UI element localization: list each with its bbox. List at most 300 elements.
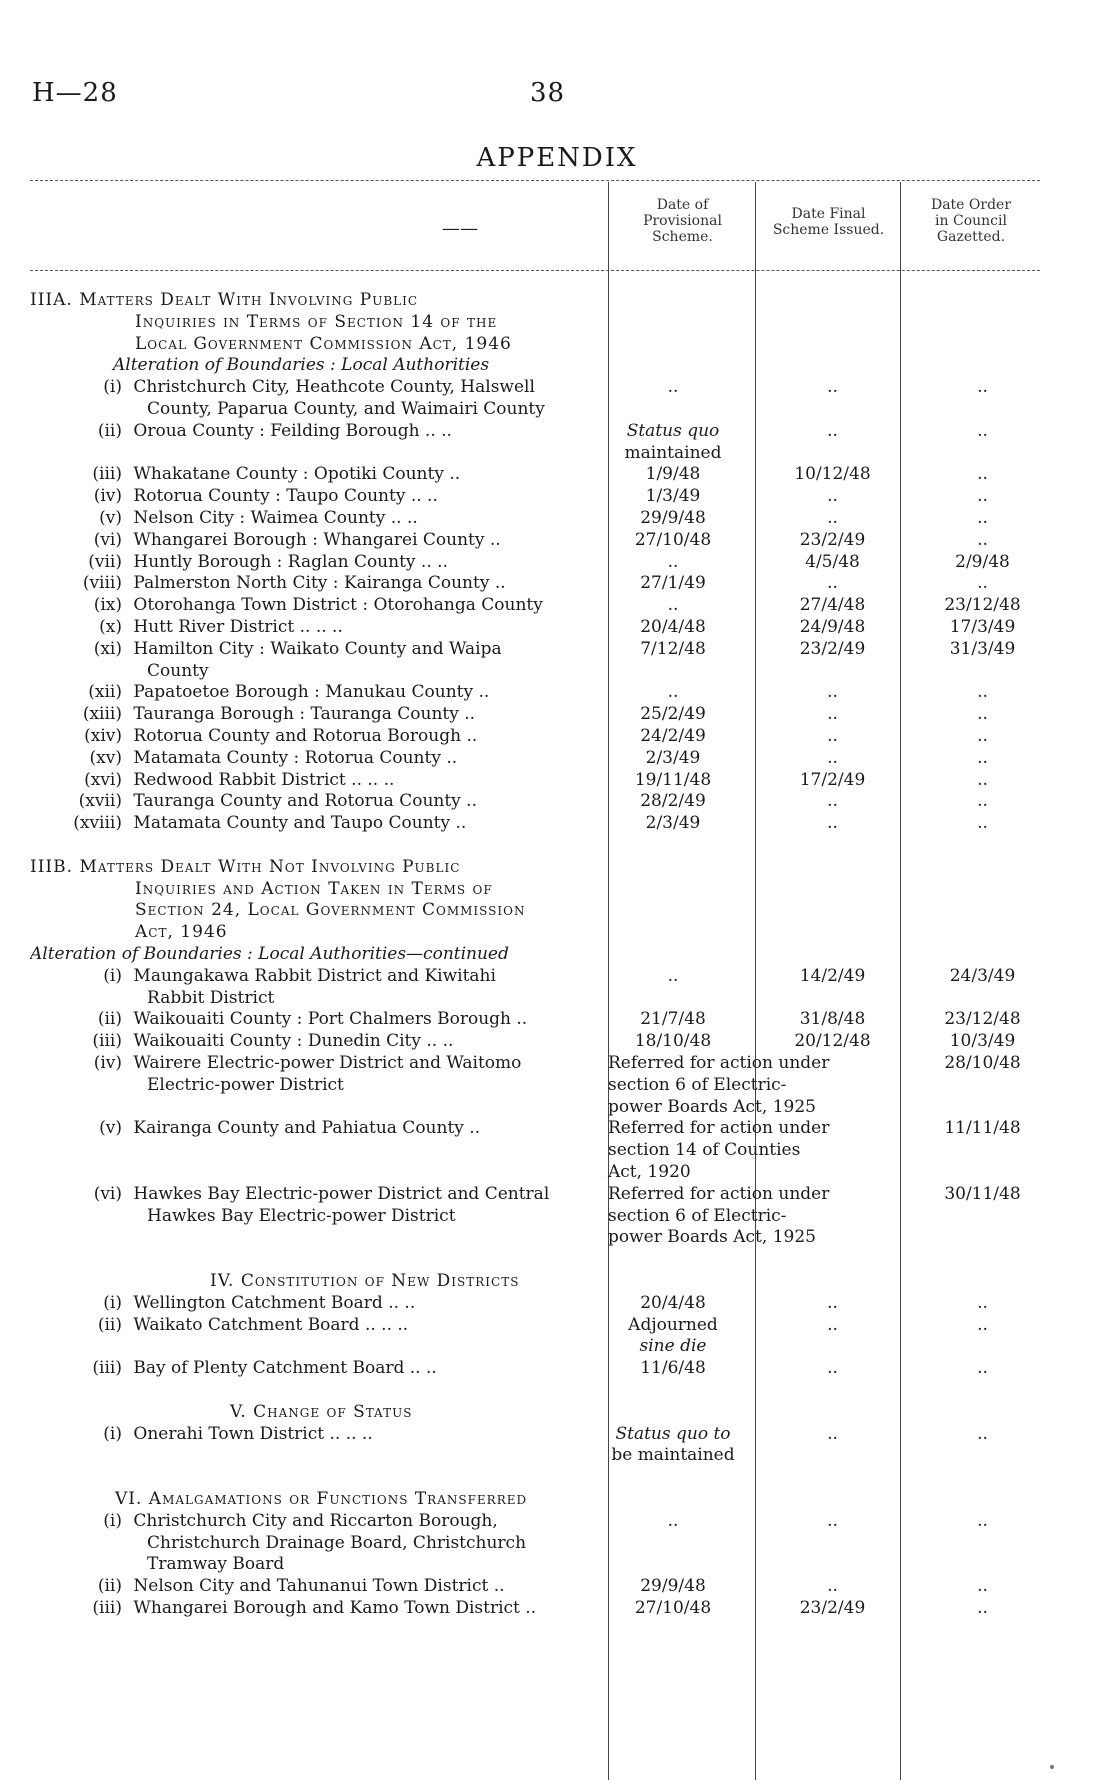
item-number: (v) xyxy=(99,1118,122,1139)
item-number: (ii) xyxy=(97,1009,122,1030)
provisional-scheme-date: Status quo xyxy=(626,420,720,441)
final-scheme-date: .. xyxy=(827,1314,838,1335)
final-scheme-date: .. xyxy=(827,747,838,768)
row-description xyxy=(30,530,605,550)
row-description xyxy=(30,399,605,419)
item-number: (vii) xyxy=(88,551,122,572)
item-number: (iv) xyxy=(93,1053,122,1073)
column-header-final xyxy=(757,206,900,238)
provisional-scheme-note: Referred for action under xyxy=(608,1183,830,1204)
table-row xyxy=(30,748,1040,768)
item-number: (iii) xyxy=(92,464,122,485)
order-gazetted-date: 31/3/49 xyxy=(949,638,1016,659)
table-row xyxy=(30,1315,1040,1335)
row-description xyxy=(30,1206,605,1226)
order-gazetted-date: .. xyxy=(977,726,988,746)
provisional-scheme-note: section 14 of Counties xyxy=(608,1140,801,1161)
table-row xyxy=(30,988,1040,1008)
header-line: Provisional xyxy=(643,213,722,229)
row-description xyxy=(30,1576,605,1596)
item-number: (x) xyxy=(99,617,122,637)
row-description xyxy=(30,552,605,572)
table-row xyxy=(30,661,1040,681)
table-row xyxy=(30,1075,1040,1095)
row-description xyxy=(30,988,605,1008)
table-row xyxy=(30,1009,1040,1029)
item-text: Rotorua County : Taupo County .. .. xyxy=(133,486,438,507)
item-text: Local Government Commission Act, 1946 xyxy=(135,333,512,354)
item-text: IIIA. Matters Dealt With Involving Public xyxy=(30,290,419,310)
order-gazetted-date: .. xyxy=(977,377,988,398)
item-text: County xyxy=(147,660,209,681)
final-scheme-date: .. xyxy=(827,508,838,528)
row-description xyxy=(30,900,605,920)
table-row xyxy=(30,1402,1040,1422)
table-row xyxy=(30,682,1040,702)
final-scheme-date: .. xyxy=(827,377,838,398)
row-description xyxy=(30,639,605,659)
provisional-scheme-date: 27/10/48 xyxy=(634,1598,712,1618)
order-gazetted-date: .. xyxy=(977,529,988,550)
table-row xyxy=(30,464,1040,484)
row-description xyxy=(30,1315,605,1335)
provisional-scheme-date: sine die xyxy=(639,1336,707,1357)
provisional-scheme-date: .. xyxy=(667,551,679,572)
row-description xyxy=(30,1554,605,1574)
item-text: V. Change of Status xyxy=(230,1401,413,1422)
item-text: Hutt River District .. .. .. xyxy=(133,617,343,637)
table-row xyxy=(30,704,1040,724)
table-top-rule xyxy=(30,180,1040,181)
table-row xyxy=(30,835,1040,855)
row-description xyxy=(30,355,605,375)
item-text: Oroua County : Feilding Borough .. .. xyxy=(133,420,452,441)
provisional-scheme-date: .. xyxy=(667,595,679,616)
table-row xyxy=(30,443,1040,463)
item-number: (vi) xyxy=(93,529,122,550)
provisional-scheme-date: 25/2/49 xyxy=(640,704,706,725)
table-row xyxy=(30,1598,1040,1618)
provisional-scheme-note: Referred for action under xyxy=(608,1053,830,1073)
row-description xyxy=(30,944,605,964)
item-number: (i) xyxy=(103,377,122,398)
item-number: (xviii) xyxy=(73,813,122,834)
order-gazetted-date: .. xyxy=(977,1598,988,1618)
item-text: Act, 1946 xyxy=(135,922,228,943)
provisional-scheme-date: 11/6/48 xyxy=(640,1358,706,1379)
provisional-scheme-note: Act, 1920 xyxy=(608,1162,691,1182)
table-row xyxy=(30,1249,1040,1269)
row-description xyxy=(30,1118,605,1138)
item-text: Section 24, Local Government Commission xyxy=(135,900,526,921)
column-header-provisional xyxy=(610,197,755,245)
order-gazetted-date: 11/11/48 xyxy=(944,1118,1021,1139)
table-row xyxy=(30,1380,1040,1400)
page-number: 38 xyxy=(530,78,566,108)
table-row xyxy=(30,595,1040,615)
provisional-scheme-date: .. xyxy=(667,682,679,703)
item-text: Huntly Borough : Raglan County .. .. xyxy=(133,551,448,572)
final-scheme-date: .. xyxy=(827,1292,838,1313)
row-description xyxy=(30,334,605,354)
item-text: County, Paparua County, and Waimairi County xyxy=(147,399,545,419)
table-row xyxy=(30,508,1040,528)
table-row xyxy=(30,552,1040,572)
item-number: (xvii) xyxy=(78,791,122,812)
item-text: Palmerston North City : Kairanga County .. xyxy=(133,573,506,594)
row-description xyxy=(30,1184,605,1204)
item-text: Waikouaiti County : Dunedin City .. .. xyxy=(133,1031,454,1052)
item-text: Hawkes Bay Electric-power District xyxy=(147,1205,456,1226)
item-number: (vi) xyxy=(93,1183,122,1204)
table-row xyxy=(30,1358,1040,1378)
row-description xyxy=(30,682,605,702)
item-number: (xvi) xyxy=(84,769,122,790)
table-row xyxy=(30,617,1040,637)
row-description xyxy=(30,595,605,615)
table-row xyxy=(30,1053,1040,1073)
table-row xyxy=(30,399,1040,419)
item-number: (iii) xyxy=(92,1358,122,1379)
final-scheme-date: 23/2/49 xyxy=(799,529,866,550)
provisional-scheme-date: 27/1/49 xyxy=(640,573,706,594)
order-gazetted-date: 10/3/49 xyxy=(949,1031,1016,1052)
item-text: VI. Amalgamations or Functions Transferred xyxy=(115,1489,528,1509)
row-description xyxy=(30,1598,605,1618)
header-line: Date Final xyxy=(791,206,866,222)
final-scheme-date: 14/2/49 xyxy=(799,965,866,986)
final-scheme-date: .. xyxy=(827,420,838,441)
table-row xyxy=(30,1031,1040,1051)
header-line: Gazetted. xyxy=(936,229,1006,245)
row-description xyxy=(30,1009,605,1029)
item-text: Matamata County : Rotorua County .. xyxy=(133,747,458,768)
row-description xyxy=(30,486,605,506)
final-scheme-date: 17/2/49 xyxy=(799,769,866,790)
table-row xyxy=(30,1118,1040,1138)
provisional-scheme-date: maintained xyxy=(624,442,722,463)
table-row xyxy=(30,879,1040,899)
provisional-scheme-date: .. xyxy=(667,377,679,398)
provisional-scheme-date: 20/4/48 xyxy=(640,1292,706,1313)
table-header-rule xyxy=(30,270,1040,271)
order-gazetted-date: .. xyxy=(977,704,988,725)
provisional-scheme-date: .. xyxy=(667,1510,679,1531)
provisional-scheme-date: 1/9/48 xyxy=(645,464,701,485)
order-gazetted-date: .. xyxy=(977,682,988,703)
item-text: Rotorua County and Rotorua Borough .. xyxy=(133,726,478,746)
table-row xyxy=(30,1424,1040,1444)
table-row xyxy=(30,1336,1040,1356)
order-gazetted-date: .. xyxy=(977,1423,988,1444)
provisional-scheme-date: 24/2/49 xyxy=(640,726,706,746)
table-row xyxy=(30,857,1040,877)
order-gazetted-date: .. xyxy=(977,1510,988,1531)
item-text: Wellington Catchment Board .. .. xyxy=(133,1292,416,1313)
header-line: Date of xyxy=(656,197,709,213)
final-scheme-date: 31/8/48 xyxy=(799,1009,866,1030)
provisional-scheme-date: Adjourned xyxy=(628,1314,718,1335)
table-row xyxy=(30,1511,1040,1531)
table-row xyxy=(30,1206,1040,1226)
item-text: Whangarei Borough and Kamo Town District .. xyxy=(133,1598,537,1618)
row-description xyxy=(30,1293,605,1313)
page-title: APPENDIX xyxy=(476,143,638,173)
provisional-scheme-date: 18/10/48 xyxy=(634,1031,712,1052)
item-text: Matamata County and Taupo County .. xyxy=(133,813,467,834)
item-text: Whakatane County : Opotiki County .. xyxy=(133,464,461,485)
final-scheme-date: .. xyxy=(827,726,838,746)
provisional-scheme-date: .. xyxy=(667,965,679,986)
header-line: Scheme Issued. xyxy=(772,222,885,238)
provisional-scheme-date: be maintained xyxy=(611,1445,735,1466)
row-description xyxy=(30,813,605,833)
row-description xyxy=(30,508,605,528)
row-description xyxy=(30,1402,605,1422)
table-row xyxy=(30,944,1040,964)
header-line: in Council xyxy=(935,213,1007,229)
item-text: IIIB. Matters Dealt With Not Involving Public xyxy=(30,856,461,877)
row-description xyxy=(30,1358,605,1378)
item-number: (iv) xyxy=(93,486,122,507)
provisional-scheme-date: 19/11/48 xyxy=(634,769,712,790)
item-number: (xii) xyxy=(88,682,122,703)
item-number: (iii) xyxy=(92,1031,122,1052)
header-line: Date Order xyxy=(930,197,1012,213)
table-row xyxy=(30,1489,1040,1509)
order-gazetted-date: .. xyxy=(977,1358,988,1379)
final-scheme-date: .. xyxy=(827,573,838,594)
table-row xyxy=(30,573,1040,593)
row-description xyxy=(30,1511,605,1531)
table-row xyxy=(30,1140,1040,1160)
final-scheme-date: 23/2/49 xyxy=(799,1598,866,1618)
row-description xyxy=(30,726,605,746)
table-row xyxy=(30,334,1040,354)
row-description xyxy=(30,857,605,877)
provisional-scheme-date: 28/2/49 xyxy=(640,791,706,812)
row-description xyxy=(30,1489,605,1509)
column-header-gazetted xyxy=(902,197,1040,245)
item-number: (ii) xyxy=(97,1576,122,1597)
item-text: Tramway Board xyxy=(147,1554,285,1575)
table-row xyxy=(30,1467,1040,1487)
item-text: Inquiries and Action Taken in Terms of xyxy=(135,878,493,899)
final-scheme-date: 27/4/48 xyxy=(799,595,866,616)
row-description xyxy=(30,966,605,986)
item-text: Tauranga Borough : Tauranga County .. xyxy=(133,704,476,725)
item-text: Christchurch Drainage Board, Christchurch xyxy=(147,1532,527,1553)
item-number: (viii) xyxy=(82,573,122,594)
row-description xyxy=(30,1271,605,1291)
table-row xyxy=(30,900,1040,920)
final-scheme-date: .. xyxy=(827,486,838,507)
final-scheme-date: .. xyxy=(827,704,838,725)
row-description xyxy=(30,791,605,811)
provisional-scheme-note: section 6 of Electric- xyxy=(608,1205,787,1226)
order-gazetted-date: .. xyxy=(977,1314,988,1335)
order-gazetted-date: .. xyxy=(977,769,988,790)
order-gazetted-date: .. xyxy=(977,813,988,834)
item-text: Waikouaiti County : Port Chalmers Borough .. xyxy=(133,1009,528,1030)
column-header-description: —— xyxy=(442,218,478,239)
order-gazetted-date: 28/10/48 xyxy=(944,1053,1021,1073)
item-text: Whangarei Borough : Whangarei County .. xyxy=(133,529,501,550)
item-number: (i) xyxy=(103,1423,122,1444)
table-row xyxy=(30,1162,1040,1182)
order-gazetted-date: 23/12/48 xyxy=(944,1009,1021,1030)
table-row xyxy=(30,1184,1040,1204)
row-description xyxy=(30,290,605,310)
item-text: Electric-power District xyxy=(147,1074,344,1095)
item-text: Nelson City and Tahunanui Town District .. xyxy=(133,1576,505,1597)
final-scheme-date: 24/9/48 xyxy=(799,617,866,637)
table-row xyxy=(30,922,1040,942)
provisional-scheme-note: section 6 of Electric- xyxy=(608,1074,787,1095)
order-gazetted-date: .. xyxy=(977,1292,988,1313)
item-text: Alteration of Boundaries : Local Authorities—continued xyxy=(30,944,509,964)
row-description xyxy=(30,1533,605,1553)
table-row xyxy=(30,770,1040,790)
final-scheme-date: .. xyxy=(827,1510,838,1531)
row-description xyxy=(30,421,605,441)
provisional-scheme-date: 29/9/48 xyxy=(640,1576,706,1597)
item-number: (ii) xyxy=(97,1314,122,1335)
table-row xyxy=(30,355,1040,375)
provisional-scheme-date: 29/9/48 xyxy=(640,508,706,528)
header-line: Scheme. xyxy=(652,229,713,245)
item-number: (xv) xyxy=(89,747,122,768)
item-text: Redwood Rabbit District .. .. .. xyxy=(133,769,395,790)
provisional-scheme-note: power Boards Act, 1925 xyxy=(608,1227,816,1248)
final-scheme-date: .. xyxy=(827,1358,838,1379)
item-text: Christchurch City, Heathcote County, Halswell xyxy=(133,377,535,398)
item-number: (v) xyxy=(99,508,122,528)
row-description xyxy=(30,922,605,942)
provisional-scheme-date: 20/4/48 xyxy=(640,617,706,637)
final-scheme-date: .. xyxy=(827,1423,838,1444)
row-description xyxy=(30,377,605,397)
table-row xyxy=(30,966,1040,986)
table-row xyxy=(30,791,1040,811)
final-scheme-date: 20/12/48 xyxy=(794,1031,871,1052)
item-text: Inquiries in Terms of Section 14 of the xyxy=(135,311,498,332)
row-description xyxy=(30,573,605,593)
order-gazetted-date: .. xyxy=(977,1576,988,1597)
item-text: Onerahi Town District .. .. .. xyxy=(133,1423,373,1444)
item-number: (i) xyxy=(103,1510,122,1531)
row-description xyxy=(30,661,605,681)
table-row xyxy=(30,1533,1040,1553)
item-text: Kairanga County and Pahiatua County .. xyxy=(133,1118,481,1139)
item-text: Christchurch City and Riccarton Borough, xyxy=(133,1510,498,1531)
table-row xyxy=(30,813,1040,833)
order-gazetted-date: 17/3/49 xyxy=(949,617,1016,637)
provisional-scheme-date: 2/3/49 xyxy=(645,747,701,768)
order-gazetted-date: .. xyxy=(977,464,988,485)
row-description xyxy=(30,1075,605,1095)
order-gazetted-date: .. xyxy=(977,508,988,528)
item-number: (i) xyxy=(103,1292,122,1313)
table-row xyxy=(30,530,1040,550)
row-description xyxy=(30,1424,605,1444)
final-scheme-date: .. xyxy=(827,682,838,703)
table-row xyxy=(30,1271,1040,1291)
item-text: Papatoetoe Borough : Manukau County .. xyxy=(133,682,490,703)
row-description xyxy=(30,879,605,899)
item-number: (xiii) xyxy=(82,704,122,725)
final-scheme-date: 23/2/49 xyxy=(799,638,866,659)
provisional-scheme-note: Referred for action under xyxy=(608,1118,830,1139)
row-description xyxy=(30,312,605,332)
row-description xyxy=(30,1031,605,1051)
item-text: Waikato Catchment Board .. .. .. xyxy=(133,1314,409,1335)
item-text: Bay of Plenty Catchment Board .. .. xyxy=(133,1358,437,1379)
provisional-scheme-date: 27/10/48 xyxy=(634,529,712,550)
item-text: Wairere Electric-power District and Waitomo xyxy=(133,1053,522,1073)
item-text: Otorohanga Town District : Otorohanga County xyxy=(133,595,543,616)
item-number: (ix) xyxy=(93,595,122,616)
item-number: (ii) xyxy=(97,420,122,441)
item-text: IV. Constitution of New Districts xyxy=(210,1271,520,1291)
table-row xyxy=(30,290,1040,310)
provisional-scheme-date: Status quo to xyxy=(615,1423,731,1444)
final-scheme-date: 10/12/48 xyxy=(794,464,871,485)
order-gazetted-date: 30/11/48 xyxy=(944,1183,1021,1204)
item-text: Nelson City : Waimea County .. .. xyxy=(133,508,418,528)
order-gazetted-date: .. xyxy=(977,486,988,507)
item-text: Maungakawa Rabbit District and Kiwitahi xyxy=(133,965,496,986)
table-row xyxy=(30,1293,1040,1313)
order-gazetted-date: .. xyxy=(977,791,988,812)
table-row xyxy=(30,421,1040,441)
page-reference: H—28 xyxy=(32,78,118,108)
table-row xyxy=(30,1445,1040,1465)
order-gazetted-date: 2/9/48 xyxy=(955,551,1010,572)
row-description xyxy=(30,617,605,637)
table-row xyxy=(30,1097,1040,1117)
table-row xyxy=(30,312,1040,332)
final-scheme-date: .. xyxy=(827,791,838,812)
item-number: (i) xyxy=(103,965,122,986)
provisional-scheme-date: 7/12/48 xyxy=(640,638,706,659)
provisional-scheme-date: 2/3/49 xyxy=(645,813,701,834)
final-scheme-date: .. xyxy=(827,813,838,834)
provisional-scheme-note: power Boards Act, 1925 xyxy=(608,1096,816,1117)
order-gazetted-date: .. xyxy=(977,573,988,594)
table-row xyxy=(30,639,1040,659)
final-scheme-date: 4/5/48 xyxy=(805,551,860,572)
table-row xyxy=(30,377,1040,397)
order-gazetted-date: 24/3/49 xyxy=(949,965,1016,986)
row-description xyxy=(30,464,605,484)
row-description xyxy=(30,704,605,724)
row-description xyxy=(30,1053,605,1073)
item-text: Rabbit District xyxy=(147,987,275,1008)
row-description xyxy=(30,770,605,790)
item-text: Tauranga County and Rotorua County .. xyxy=(133,791,477,812)
order-gazetted-date: .. xyxy=(977,420,988,441)
order-gazetted-date: .. xyxy=(977,747,988,768)
table-row xyxy=(30,486,1040,506)
item-number: (xiv) xyxy=(84,726,122,746)
final-scheme-date: .. xyxy=(827,1576,838,1597)
table-row xyxy=(30,1227,1040,1247)
provisional-scheme-date: 21/7/48 xyxy=(640,1009,706,1030)
row-description xyxy=(30,748,605,768)
item-text: Alteration of Boundaries : Local Authorities xyxy=(113,355,490,376)
item-text: Hawkes Bay Electric-power District and Central xyxy=(133,1183,550,1204)
